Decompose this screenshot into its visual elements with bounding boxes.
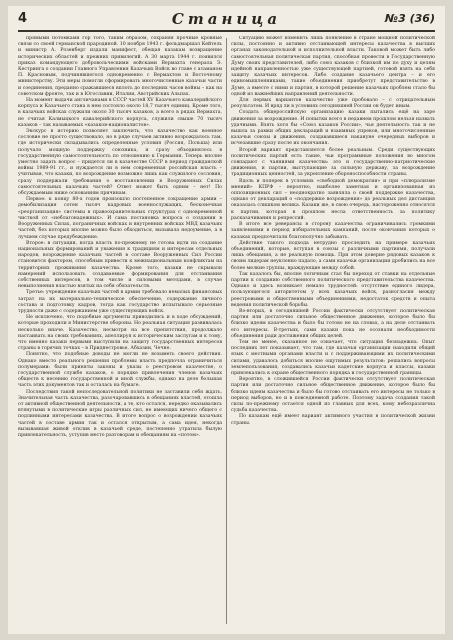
paragraph: Во-вторых, в сегодняшней России фактически отсутствует политическая партия или достаточно сильное общественное движение, которое было бы близко идеям казачества и было бы готово не на словах, а на деле отстаивать его интересы. В-третьих, сами казаки пока не осознали необходимости объединения ради достижения общих целей. [231,308,435,339]
left-column [18,36,222,626]
page-header [18,10,435,32]
paragraph: прямыми потомками гор того, таким образом, сохраняя прочные кровные связи со своей германской прародиной. 10 ноября 1943 г. фельдмаршал Кейтель и министр А. Розенберг издали манифест, обещая казакам возвращение исторических областей и прежних привилегий. А 30 марта 1944 г. появился приказ командующего добровольческими войсками Вермахта генерала Э. Кестринга о создании Главного Управления Казачьих Войск во главе с атаманом П. Красновым, подчинявшегося одновременно с Вермахтом и Восточному министерству. Эти меры помогли сформировать многочисленные казачьи части и соединения, преданно сражавшиеся вплоть до последних часов войны – как на советском фронте, так и в Югославии, Италии, Австрийских Альпах. [18,36,222,97]
newspaper-page [8,6,445,634]
right-column [231,36,435,626]
paragraph: Второй вариант представляется более реальным. Среди существующих политических партий есть такие, чьи программные положения во многом совпадают с чаяниями казачества: это и государственно-патриотические движения, и партии, выступающие за сильную державу, за возрождение традиционных ценностей, за укрепление обороноспособности страны. [231,147,435,178]
article-body [18,36,435,626]
paragraph: Ситуацию может изменить лишь появление в стране мощной политической силы, постоянно и активно отстаивающей интересы казачества в высших органах законодательной и исполнительной власти. Таковой может быть либо самостоятельная политическая партия, способная провести в Государственную Думу своих представителей, либо союз казаков с близкой им по духу и целям идейной направленностью уже существующей партией, готовой взять на себя защиту казачьих интересов. Либо создание казачьего центра – и его единомышленниками, такие объединения приобретут представительство в Думе, а вместе с ними и партия, в которой решение казачьих проблем стало бы одной из важнейших направлений деятельности. [231,36,435,97]
page-number: 4 [18,11,28,26]
paragraph: Вдоль и поперек в условиях «свободной демократии» и при «плюрализме мнений» КПРФ – вероятно, наиболее заметная и организованная из оппозиционных сил – неоднократно заявляла о своей поддержке казачества, однако от деклараций о «поддержке возрождения» до реальных дел дистанция оказалась слишком велика. Казаки же, в свою очередь, настороженно относятся к партии, которая в прошлом несла ответственность за политику расказачивания и репрессий. [231,178,435,221]
paragraph: Не исключено, что подобные аргументы приводились и в ходе обсуждений, которые проходили в Министерстве обороны. Но реальная ситуация развивалась несколько иначе. Казачество, несмотря на все препятствия, продолжало настаивать на своих требованиях, апеллируя к историческим заслугам и к тому, что именно казаки первыми выступили на защиту государственных интересов страны в горячих точках – в Приднестровье, Абхазии, Чечне. [18,315,222,352]
masthead-title: Станица [171,10,282,28]
paragraph: Последствия такой непоследовательной политики не заставили себя ждать. Значительная часть казачества, разочаровавшись в обещаниях властей, отошла от активной общественной деятельности, а те, кто остался, нередко оказывались втянутыми в политические игры различных сил, не имеющих ничего общего с подлинными интересами казачества. В итоге вопрос о возрождении казачьих частей в составе армии так и остался открытым, а сама идея, некогда вызывавшая живой отклик в казачьей среде, постепенно утратила былую привлекательность, уступив место разговорам и обещаниям на «потом». [18,389,222,438]
paragraph: Понятно, что подобные доводы не могли не возыметь своего действия. Однако вместо реального решения проблемы власть предпочла ограничиться полумерами: были приняты законы и указы о реестровом казачестве, о государственной службе казаков, о порядке привлечения членов казачьих обществ к несению государственной и иной службы, однако на деле большая часть этих документов так и осталась на бумаге. [18,352,222,389]
paragraph: Тем не менее, сказанное не означает, что ситуация безнадежна. Опыт последних лет показывает, что там, где казачьи организации находили общий язык с местными органами власти и с поддерживающими их политическими силами, удавалось добиться вполне ощутимых результатов: решались вопросы землепользования, создавались казачьи кадетские корпуса и классы, казаки привлекались к охране общественного порядка и государственной границы. [231,339,435,376]
paragraph: Второе: в ситуации, когда власть по-прежнему не готова идти на создание национальных формирований и уважения к традициям и интересам отдельных народов, возрождение казачьих частей в составе Вооруженных Сил России становится фактором, способным привести к межнациональным конфликтам на территориях проживания казачества. Кроме того, казаки не скрывали намерений использовать создаваемые формирования для отстаивания собственных интересов, в том числе и силовыми методами, в случае невыполнения властью взятых на себя обязательств. [18,240,222,290]
column-divider [226,38,227,624]
paragraph: Создать общероссийскую организацию казаки пытались ещё на заре движения за возрождение. И попытки всего в недавнем прошлом нельзя назвать удачными. Взять хотя бы «Союз казаков России», чья деятельность так и не вышла за рамки общих деклараций и взаимных упреков, или многочисленные казачьи союзы и движения, создававшиеся накануне очередных выборов и исчезавшие сразу после их окончания. [231,110,435,147]
paragraph: Так казалось бы, вполне логичным стал бы переход от ставки на отдельные партии к созданию собственного политического представительства казачества. Однако и здесь возникает немало трудностей: отсутствие единого лидера, пользующегося авторитетом у всех казачьих войск, разногласия между реестровыми и общественными объединениями, недостаток средств и опыта ведения политической борьбы. [231,271,435,308]
paragraph: Первое: к концу 80-х годов произошло постепенное сокращение армии – демобилизация сотен тысяч кадровых военнослужащих, бесконечная «реорганизация» системы в правоохранительных структурах с одновременной чисткой от «неблагонадежных». И сама постановка вопроса о создании в Вооруженных Силах, пограничных войсках и внутренних войсках МВД казачьих частей, без которых вполне можно было обходиться, вызывала недоумение, а в лучшем случае предубеждение. [18,197,222,240]
paragraph: На момент выдачи англичанами в СССР частей XV Казачьего кавалерийского корпуса и Казачьего стана в нем состояло около 18,7 тысяч единиц. Кроме того, в казачьих войсках служили около 30 тысяч казаков, а всего в рядах Вермахта, не считая Калмыцкого кавалерийского корпуса, служили свыше 70 тысяч казаков – так называемых «казаков-националистов». [18,98,222,128]
paragraph: Третье: учреждение казачьих частей в армии требовало немалых финансовых затрат на их материально-техническое обеспечение, содержание личного состава и подготовку кадров, тогда как государство испытывало серьезные трудности даже с содержанием уже существующих войск. [18,290,222,314]
paragraph: Действие такого подхода нетрудно проследить на примере казачьих объединений, которые, вступая в союзы с различными партиями, получали лишь обещания, а не реальную помощь. При этом доверие рядовых казаков к своим лидерам неуклонно падало, а сами казачьи организации дробились на все более мелкие группы, враждующие между собой. [231,240,435,271]
paragraph: В итоге все реверансы в сторону казачества ограничивались громкими заявлениями в период избирательных кампаний, после окончания которых о казаках предпочитали благополучно забывать. [231,222,435,240]
issue-number: №3 (36) [384,12,435,25]
paragraph: Для первых вариантов казачество уже пробовало – с отрицательным результатом. И вряд ли в условиях сегодняшней России он будет иным. [231,98,435,110]
paragraph: Экскурс в историю позволяет заключить, что казачество как военное сословие не просто существовало, но в ряде случаев активно возрождалось там, где исторически складывались определенные условия (Россия, Польша) или получало мощную поддержку союзника, и сразу объединялось в государственную самостоятельность по отношению к Германии. Теперь вполне уместно задать вопрос – придется ли в казачестве СССР в период гражданской войны 1989-91 гг., и нуждается ли в нем современная российская власть – учитывая, что казаки, по возрождение возможно лишь как служилого сословия, сразу поддержали требования о восстановлении в Вооруженных Силах самостоятельных казачьих частей? Ответ может быть одним – нет! По обсуждаемым ниже основаниям причинам. [18,129,222,197]
paragraph: По казакам ещё имеет вариант активного участия в политической жизни страны. [231,414,435,426]
paragraph: Вероятно, в сложившейся России фактически отсутствует политическая партия или достаточно сильное общественное движение, которое было бы близко идеям казачества и было бы готово отстаивать его интересы не только в период выборов, но и в повседневной работе. Поэтому задача создания такой силы по-прежнему остается одной из главных для всех, кому небезразлична судьба казачества. [231,377,435,414]
